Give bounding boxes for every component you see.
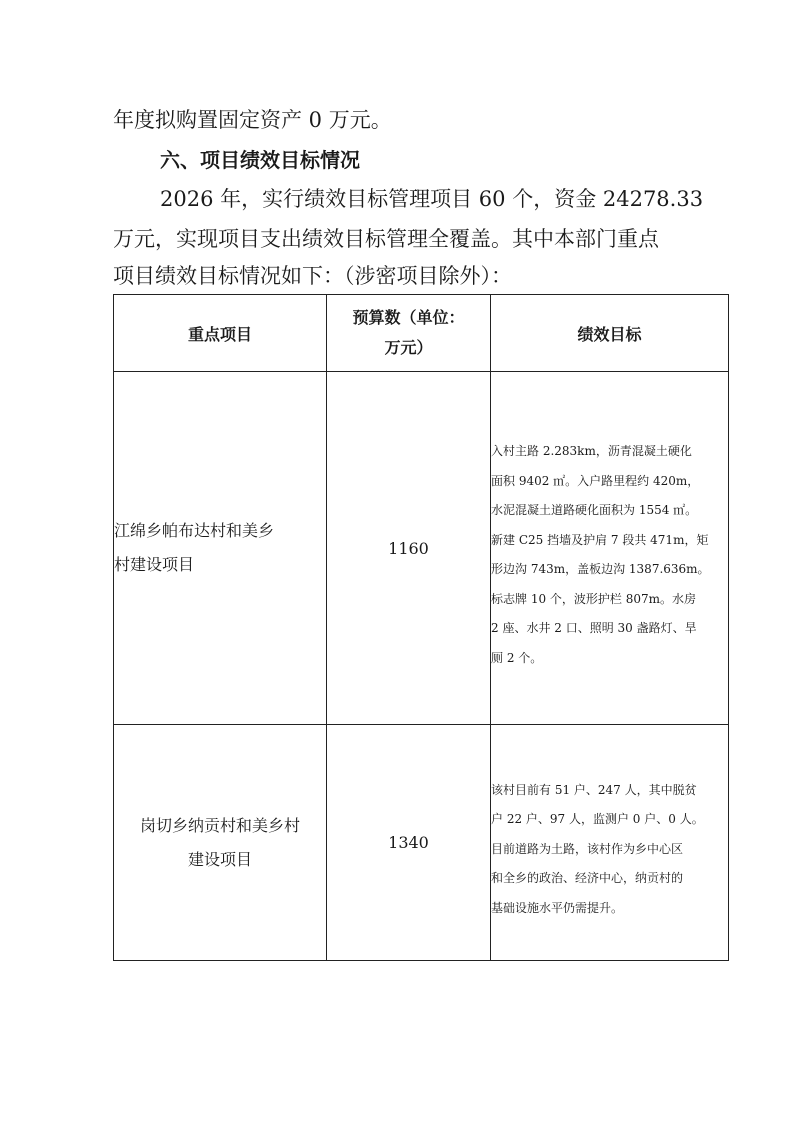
row2-goal-line: 基础设施水平仍需提升。	[491, 900, 624, 915]
row2-amount: 1340	[327, 725, 491, 961]
row1-goal-line: 厕 2 个。	[491, 650, 543, 665]
row1-amount: 1160	[327, 372, 491, 725]
header-budget	[327, 295, 491, 372]
row1-goal-line: 2 座、水井 2 口、照明 30 盏路灯、旱	[491, 621, 697, 635]
row2-goal	[491, 725, 729, 961]
paragraph-line-3: 项目绩效目标情况如下：（涉密项目除外）：	[113, 264, 512, 288]
header-goal: 绩效目标	[491, 295, 729, 372]
row1-project	[114, 372, 327, 725]
header-project: 重点项目	[114, 295, 327, 372]
intro-line: 年度拟购置固定资产 0 万元。	[113, 108, 392, 132]
row2-goal-line: 目前道路为土路，该村作为乡中心区	[491, 841, 684, 856]
table-header-row	[114, 295, 729, 372]
table-row	[114, 372, 729, 725]
paragraph-line-2: 万元，实现项目支出绩效目标管理全覆盖。其中本部门重点	[113, 227, 659, 251]
row2-project-line: 岗切乡纳贡村和美乡村	[139, 815, 300, 835]
row2-goal-line: 该村目前有 51 户、247 人，其中脱贫	[491, 782, 697, 797]
row2-goal-line: 户 22 户、97 人，监测户 0 户、0 人。	[491, 812, 704, 827]
row1-goal-line: 形边沟 743m，盖板边沟 1387.636m。	[491, 562, 710, 576]
table-row	[114, 725, 729, 961]
row2-project	[114, 725, 327, 961]
row1-project-line: 江绵乡帕布达村和美乡	[114, 521, 275, 540]
row1-goal-line: 新建 C25 挡墙及护肩 7 段共 471m，矩	[491, 532, 709, 547]
row2-goal-line: 和全乡的政治、经济中心，纳贡村的	[491, 871, 684, 886]
row1-goal-line: 水泥混凝土道路硬化面积为 1554 ㎡。	[491, 503, 698, 517]
row1-goal-line: 入村主路 2.283km，沥青混凝土硬化	[491, 444, 692, 458]
row1-goal-line: 标志牌 10 个，波形护栏 807m。水房	[491, 591, 696, 606]
header-budget-line1: 预算数（单位：	[352, 308, 465, 327]
section-heading: 六、项目绩效目标情况	[160, 148, 360, 172]
row1-goal-line: 面积 9402 ㎡。入户路里程约 420m，	[491, 473, 700, 488]
paragraph-line-1: 2026 年，实行绩效目标管理项目 60 个，资金 24278.33	[160, 187, 704, 211]
row1-project-line: 村建设项目	[114, 555, 195, 574]
header-budget-line2: 万元）	[384, 338, 433, 357]
row2-project-line: 建设项目	[187, 849, 252, 869]
performance-table	[113, 294, 729, 961]
row1-goal	[491, 372, 729, 725]
